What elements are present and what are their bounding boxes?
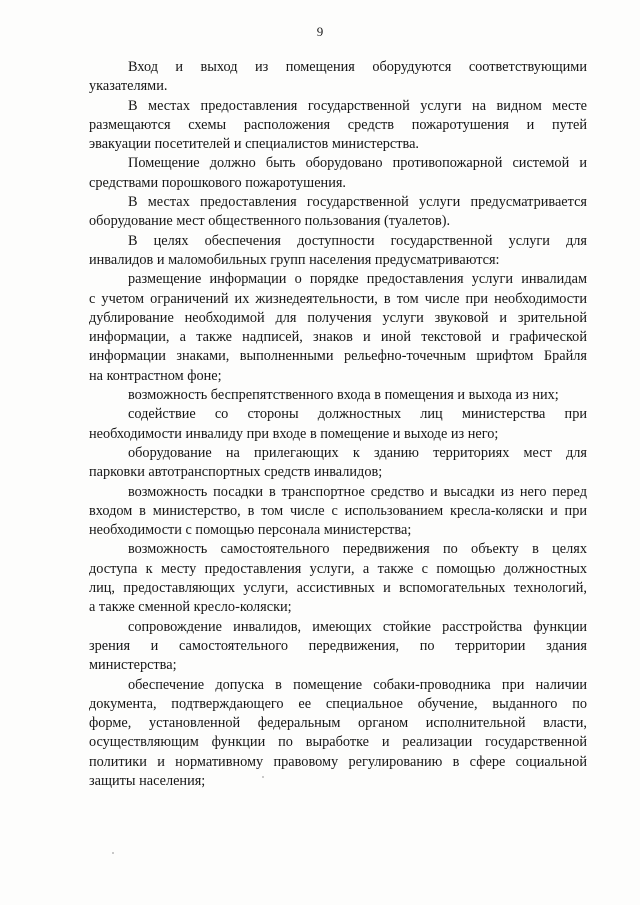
text-line: размещение информации о порядке предоставления услуги инвалидам <box>128 271 587 288</box>
text-line: указателями. <box>89 78 168 95</box>
text-line: В местах предоставления государственной услуги предусматривается <box>128 194 587 211</box>
text-line: В целях обеспечения доступности государственной услуги для <box>128 232 587 249</box>
text-line: политики и нормативному правовому регулированию в сфере социальной <box>89 753 587 770</box>
text-line: на контрастном фоне; <box>89 367 222 384</box>
text-line: размещаются схемы расположения средств пожаротушения и путей <box>89 116 587 133</box>
scan-speck <box>112 852 114 854</box>
text-line: инвалидов и маломобильных групп населения предусматриваются: <box>89 251 500 268</box>
text-line: информации знаками, выполненными рельефно-точечным шрифтом Брайля <box>89 348 587 365</box>
text-line: дублирование необходимой для получения услуги звуковой и зрительной <box>89 309 587 326</box>
text-line: эвакуации посетителей и специалистов министерства. <box>89 136 420 153</box>
text-line: форме, установленной федеральным органом исполнительной власти, <box>89 715 587 732</box>
paragraph <box>89 540 587 617</box>
paragraph <box>89 405 587 444</box>
text-line: В местах предоставления государственной услуги на видном месте <box>128 97 587 114</box>
paragraph <box>89 232 587 271</box>
paragraph <box>89 444 587 483</box>
document-body <box>89 58 587 791</box>
text-line: с учетом ограничений их жизнедеятельности, в том числе при необходимости <box>89 290 587 307</box>
text-line: возможность беспрепятственного входа в помещения и выхода из них; <box>128 387 559 404</box>
text-line: необходимости с помощью персонала министерства; <box>89 522 412 539</box>
scan-speck <box>262 776 264 778</box>
text-line: оборудование на прилегающих к зданию территориях мест для <box>128 444 587 461</box>
text-line: Вход и выход из помещения оборудуются соответствующими <box>128 59 587 75</box>
text-line: сопровождение инвалидов, имеющих стойкие расстройства функции <box>128 618 587 635</box>
text-line: средствами порошкового пожаротушения. <box>89 174 346 191</box>
text-line: защиты населения; <box>89 772 206 789</box>
text-line: содействие со стороны должностных лиц министерства при <box>128 406 587 423</box>
text-line: возможность посадки в транспортное средство и высадки из него перед <box>128 483 587 500</box>
text-line: обеспечение допуска в помещение собаки-проводника при наличии <box>128 676 587 693</box>
paragraph <box>89 193 587 232</box>
paragraph <box>89 386 587 405</box>
text-line: возможность самостоятельного передвижения по объекту в целях <box>128 541 587 558</box>
text-line: министерства; <box>89 657 177 674</box>
paragraph <box>89 154 587 193</box>
text-line: оборудование мест общественного пользования (туалетов). <box>89 213 451 230</box>
text-line: документа, подтверждающего ее специальное обучение, выданного по <box>89 695 587 712</box>
text-line: входом в министерство, в том числе с использованием кресла-коляски и при <box>89 502 587 519</box>
text-line: зрения и самостоятельного передвижения, по территории здания <box>89 637 587 654</box>
text-line: а также сменной кресло-коляски; <box>89 599 292 616</box>
paragraph <box>89 58 587 97</box>
text-line: Помещение должно быть оборудовано противопожарной системой и <box>128 155 587 172</box>
paragraph <box>89 676 587 792</box>
paragraph <box>89 618 587 676</box>
paragraph <box>89 483 587 541</box>
paragraph <box>89 270 587 386</box>
page-number: 9 <box>316 24 324 39</box>
text-line: необходимости инвалиду при входе в помещение и выходе из него; <box>89 425 499 442</box>
text-line: парковки автотранспортных средств инвалидов; <box>89 464 383 481</box>
text-line: лиц, предоставляющих услуги, ассистивных и вспомогательных технологий, <box>89 580 587 597</box>
text-line: осуществляющим функции по выработке и реализации государственной <box>89 734 587 751</box>
text-line: доступа к месту предоставления услуги, а также с помощью должностных <box>89 560 587 577</box>
paragraph <box>89 97 587 155</box>
text-line: информации, а также надписей, знаков и иной текстовой и графической <box>89 329 587 346</box>
